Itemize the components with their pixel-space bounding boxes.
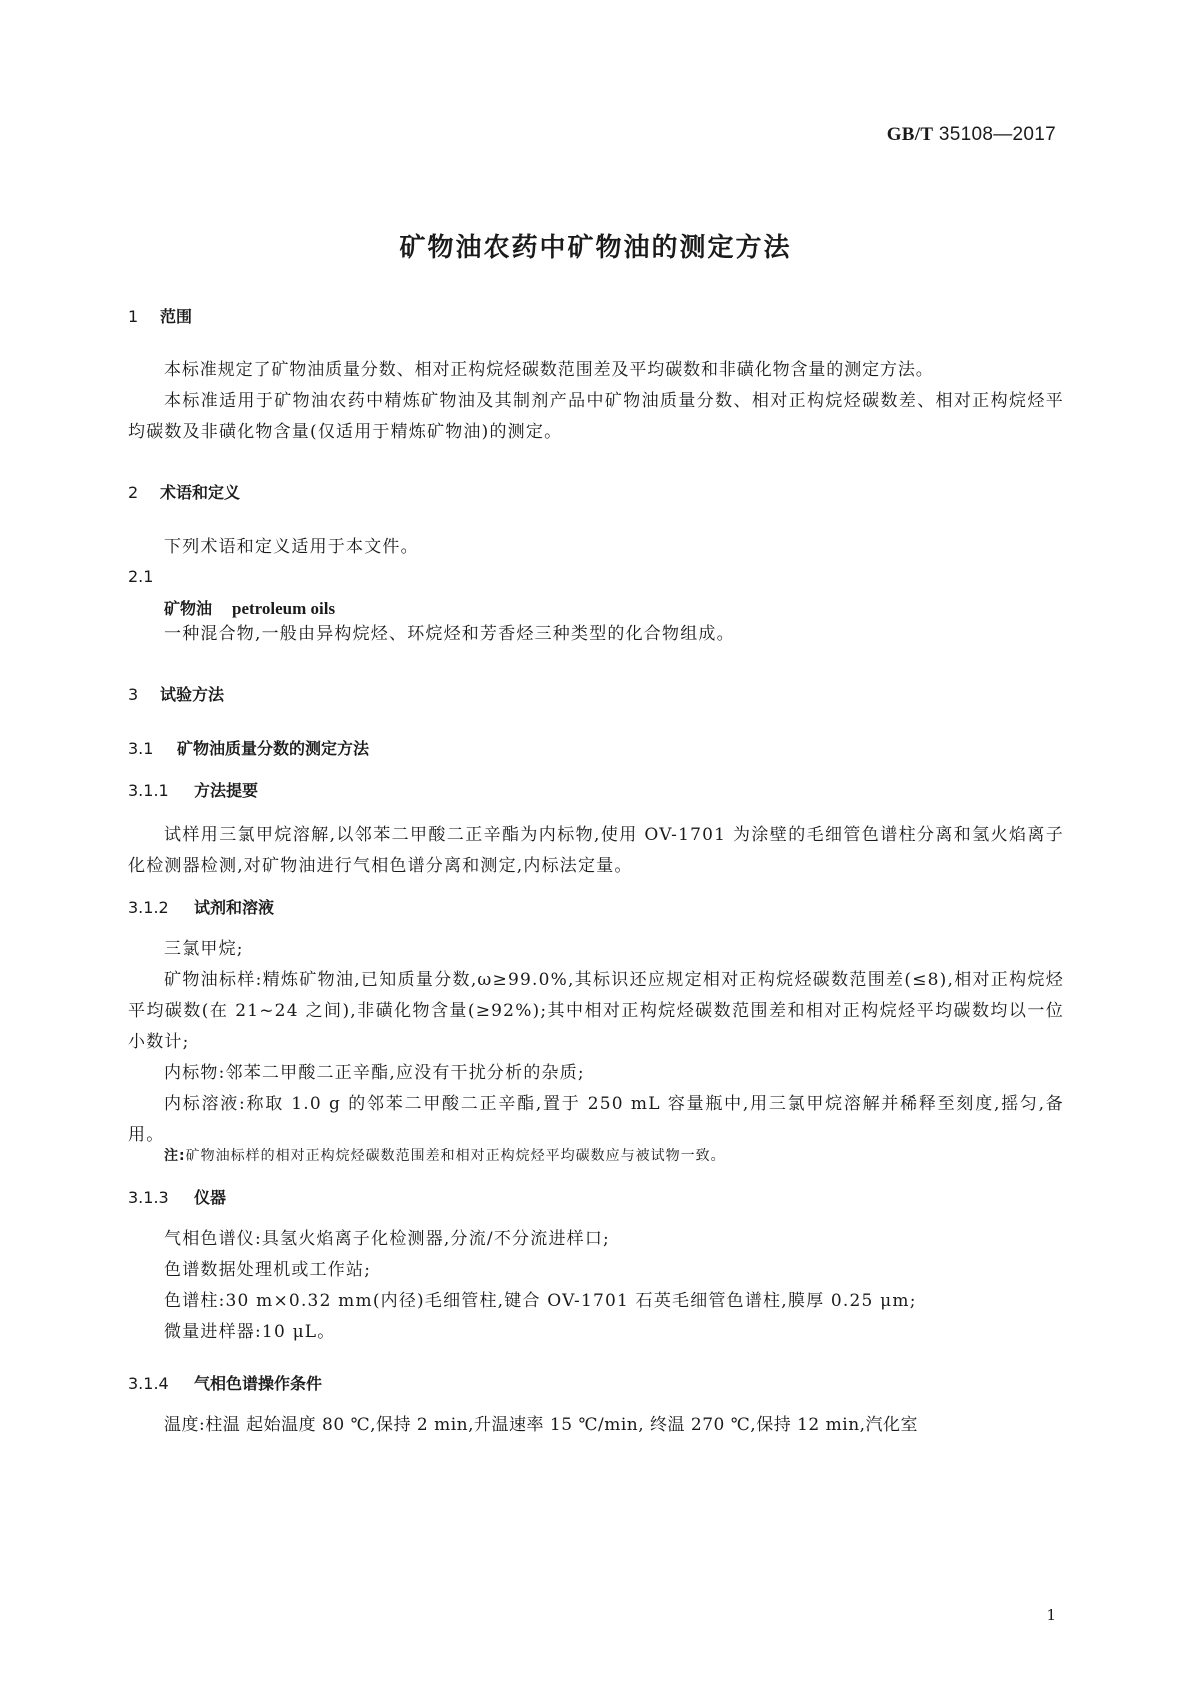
list-item: 色谱数据处理机或工作站; bbox=[164, 1260, 372, 1280]
section-title: 方法提要 bbox=[194, 781, 259, 800]
section-number: 3.1.3 bbox=[128, 1188, 169, 1207]
section-3-1-2-heading bbox=[128, 895, 274, 918]
standard-number: 35108—2017 bbox=[938, 124, 1056, 145]
section-number: 3.1 bbox=[128, 739, 154, 758]
paragraph: 本标准规定了矿物油质量分数、相对正构烷烃碳数范围差及平均碳数和非磺化物含量的测定方法。 bbox=[164, 360, 934, 380]
list-item: 色谱柱:30 m×0.32 mm(内径)毛细管柱,键合 OV-1701 石英毛细管色谱柱,膜厚 0.25 μm; bbox=[164, 1291, 917, 1311]
list-item: 内标溶液:称取 1.0 g 的邻苯二甲酸二正辛酯,置于 250 mL 容量瓶中,用三氯甲烷溶解并稀释至刻度,摇匀,备用。 bbox=[128, 1094, 1064, 1145]
section-3-1-heading bbox=[128, 736, 369, 759]
list-item: 内标物:邻苯二甲酸二正辛酯,应没有干扰分析的杂质; bbox=[164, 1063, 585, 1083]
note-text: 矿物油标样的相对正构烷烃碳数范围差和相对正构烷烃平均碳数应与被试物一致。 bbox=[185, 1148, 726, 1164]
section-number: 1 bbox=[128, 307, 139, 326]
paragraph: 本标准适用于矿物油农药中精炼矿物油及其制剂产品中矿物油质量分数、相对正构烷烃碳数差、相对正构烷烃平均碳数及非磺化物含量(仅适用于精炼矿物油)的测定。 bbox=[128, 391, 1064, 442]
list-item: 气相色谱仪:具氢火焰离子化检测器,分流/不分流进样口; bbox=[164, 1229, 610, 1249]
section-title: 试验方法 bbox=[160, 685, 225, 704]
section-3-1-1-heading bbox=[128, 778, 258, 801]
section-3-1-4-heading bbox=[128, 1371, 322, 1394]
list-item: 微量进样器:10 μL。 bbox=[164, 1322, 336, 1342]
section-3-heading bbox=[128, 682, 224, 705]
section-number: 3.1.4 bbox=[128, 1374, 169, 1393]
section-title: 气相色谱操作条件 bbox=[194, 1374, 323, 1393]
page-number: 1 bbox=[1046, 1606, 1056, 1624]
section-title: 仪器 bbox=[194, 1188, 227, 1207]
paragraph: 温度:柱温 起始温度 80 ℃,保持 2 min,升温速率 15 ℃/min, 终温 270 ℃,保持 12 min,汽化室 bbox=[164, 1415, 919, 1435]
section-title: 范围 bbox=[160, 307, 193, 326]
term-en: petroleum oils bbox=[232, 599, 336, 618]
paragraph: 下列术语和定义适用于本文件。 bbox=[164, 537, 419, 557]
section-number: 3 bbox=[128, 685, 139, 704]
section-title: 矿物油质量分数的测定方法 bbox=[177, 739, 370, 758]
section-number: 3.1.2 bbox=[128, 898, 169, 917]
section-number: 3.1.1 bbox=[128, 781, 169, 800]
list-item: 三氯甲烷; bbox=[164, 939, 244, 959]
section-3-1-3-heading bbox=[128, 1185, 226, 1208]
section-2-heading bbox=[128, 480, 240, 503]
section-title: 术语和定义 bbox=[160, 483, 241, 502]
section-title: 试剂和溶液 bbox=[194, 898, 275, 917]
standard-code bbox=[887, 124, 1056, 146]
section-1-heading bbox=[128, 304, 192, 327]
term-definition: 一种混合物,一般由异构烷烃、环烷烃和芳香烃三种类型的化合物组成。 bbox=[164, 624, 735, 644]
note bbox=[164, 1145, 726, 1165]
section-number: 2 bbox=[128, 483, 139, 502]
list-item: 矿物油标样:精炼矿物油,已知质量分数,ω≥99.0%,其标识还应规定相对正构烷烃碳数范围差(≤8),相对正构烷烃平均碳数(在 21~24 之间),非磺化物含量(≥92%);其中相对正构烷烃碳数范围差和相对正构烷烃平均碳数均以一位小数计; bbox=[128, 970, 1064, 1052]
note-label: 注: bbox=[164, 1148, 186, 1164]
term-entry bbox=[164, 596, 335, 619]
standard-prefix: GB/T bbox=[886, 124, 934, 145]
document-title: 矿物油农药中矿物油的测定方法 bbox=[399, 233, 792, 263]
term-number: 2.1 bbox=[128, 567, 154, 586]
term-zh: 矿物油 bbox=[164, 599, 213, 618]
paragraph: 试样用三氯甲烷溶解,以邻苯二甲酸二正辛酯为内标物,使用 OV-1701 为涂壁的毛细管色谱柱分离和氢火焰离子化检测器检测,对矿物油进行气相色谱分离和测定,内标法定量。 bbox=[128, 825, 1064, 876]
